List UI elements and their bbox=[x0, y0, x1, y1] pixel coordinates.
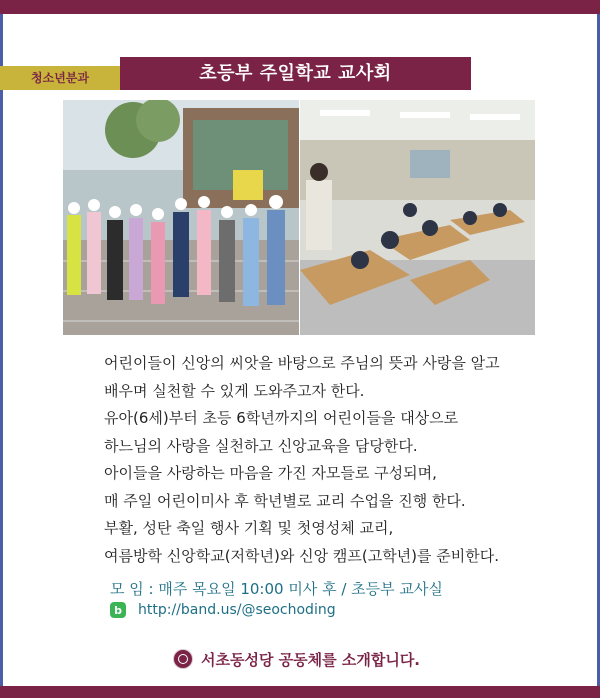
band-app-icon: b bbox=[110, 602, 126, 618]
children-line-photo bbox=[63, 100, 299, 335]
section-tag: 청소년분과 bbox=[0, 66, 120, 90]
description-line: 배우며 실천할 수 있게 도와주고자 한다. bbox=[104, 381, 365, 400]
classroom-photo bbox=[300, 100, 535, 335]
description-line: 아이들을 사랑하는 마음을 가진 자모들로 구성되며, bbox=[104, 464, 437, 482]
parish-seal-icon bbox=[173, 649, 193, 669]
description-text bbox=[104, 350, 564, 570]
band-url-link[interactable]: http://band.us/@seochoding bbox=[138, 602, 336, 618]
description-line: 매 주일 어린이미사 후 학년별로 교리 수업을 진행 한다. bbox=[104, 491, 466, 510]
top-border-bar bbox=[0, 0, 600, 14]
footer bbox=[173, 648, 420, 670]
page-title: 초등부 주일학교 교사회 bbox=[120, 57, 471, 90]
meeting-info: 모 임 : 매주 목요일 10:00 미사 후 / 초등부 교사실 bbox=[110, 580, 443, 598]
footer-text: 서초동성당 공동체를 소개합니다. bbox=[201, 650, 421, 669]
description-line: 하느님의 사랑을 실천하고 신앙교육을 담당한다. bbox=[104, 436, 418, 455]
description-line: 어린이들이 신앙의 씨앗을 바탕으로 주님의 뜻과 사랑을 알고 bbox=[104, 354, 500, 372]
description-line: 부활, 성탄 축일 행사 기획 및 첫영성체 교리, bbox=[104, 519, 394, 537]
description-line: 여름방학 신앙학교(저학년)와 신앙 캠프(고학년)를 준비한다. bbox=[104, 546, 500, 565]
band-link-row bbox=[110, 601, 336, 619]
left-border-line bbox=[0, 14, 3, 686]
bottom-border-bar bbox=[0, 686, 600, 698]
description-line: 유아(6세)부터 초등 6학년까지의 어린이들을 대상으로 bbox=[104, 409, 459, 427]
